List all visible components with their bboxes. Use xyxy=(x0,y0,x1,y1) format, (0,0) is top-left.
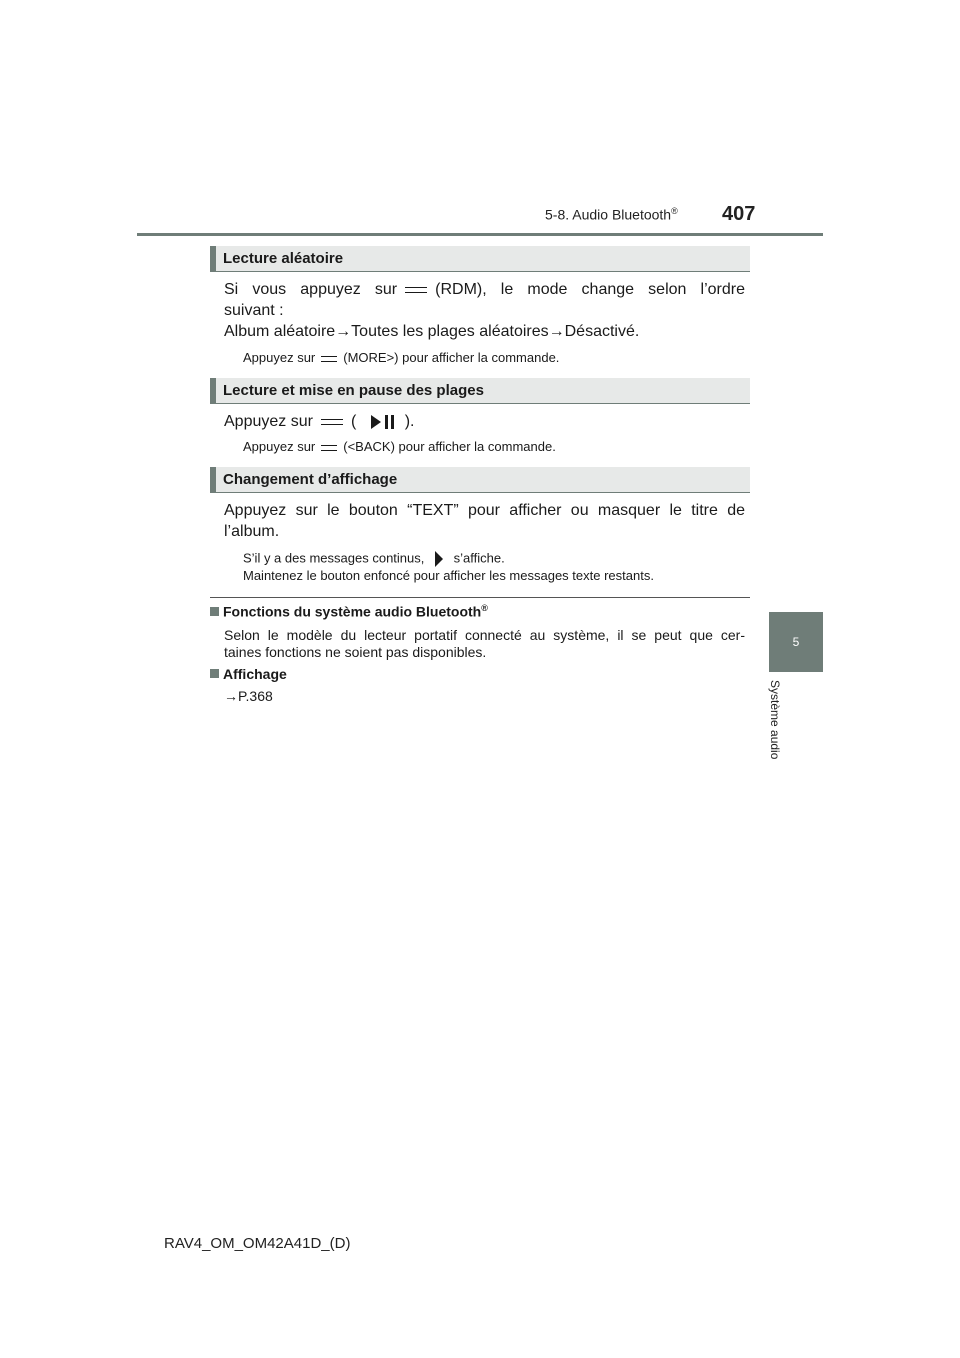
info-heading-bluetooth: Fonctions du système audio Bluetooth® xyxy=(210,603,488,620)
display-text-line2: l’album. xyxy=(224,523,280,540)
footer-code: RAV4_OM_OM42A41D_(D) xyxy=(164,1235,351,1252)
play-pause-icon xyxy=(365,414,401,430)
display-note-line1: S’il y a des messages continus, s’affiche. xyxy=(243,549,745,569)
info-text-bluetooth-line2: taines fonctions ne soient pas disponibles. xyxy=(224,644,487,660)
section-heading-play-pause: Lecture et mise en pause des plages xyxy=(210,378,750,404)
info-text-bluetooth-line1: Selon le modèle du lecteur portatif connecté au système, il se peut que cer- xyxy=(224,627,745,643)
random-text-line2: suivant : xyxy=(224,302,284,319)
page-number: 407 xyxy=(722,203,756,225)
page-reference-link[interactable]: →P.368 xyxy=(224,688,273,704)
section-heading-display: Changement d’affichage xyxy=(210,467,750,493)
random-text-line1: Si vous appuyez sur (RDM), le mode change selon l’ordre xyxy=(224,281,746,298)
continue-arrow-icon xyxy=(434,549,444,569)
square-bullet-icon xyxy=(210,669,219,678)
header-section-title: 5-8. Audio Bluetooth® xyxy=(545,206,678,223)
button-icon xyxy=(405,285,427,295)
chapter-number: 5 xyxy=(792,635,800,649)
chapter-label: Système audio xyxy=(768,680,782,760)
button-icon xyxy=(321,443,337,453)
info-divider xyxy=(210,597,750,598)
chapter-tab[interactable] xyxy=(769,612,823,672)
button-icon xyxy=(321,417,343,427)
play-pause-note: Appuyez sur (<BACK) pour afficher la commande. xyxy=(243,439,556,454)
info-heading-display: Affichage xyxy=(210,666,287,682)
display-note-line2: Maintenez le bouton enfoncé pour afficher les messages texte restants. xyxy=(243,568,654,583)
display-text-line1: Appuyez sur le bouton “TEXT” pour afficher ou masquer le titre de xyxy=(224,502,745,519)
play-pause-text: Appuyez sur ( ). xyxy=(224,413,415,430)
section-heading-random: Lecture aléatoire xyxy=(210,246,750,272)
button-icon xyxy=(321,354,337,364)
random-note: Appuyez sur (MORE>) pour afficher la commande. xyxy=(243,350,560,365)
random-text-line3: Album aléatoire→Toutes les plages aléatoires→Désactivé. xyxy=(224,323,640,340)
square-bullet-icon xyxy=(210,607,219,616)
header-rule xyxy=(137,233,823,236)
